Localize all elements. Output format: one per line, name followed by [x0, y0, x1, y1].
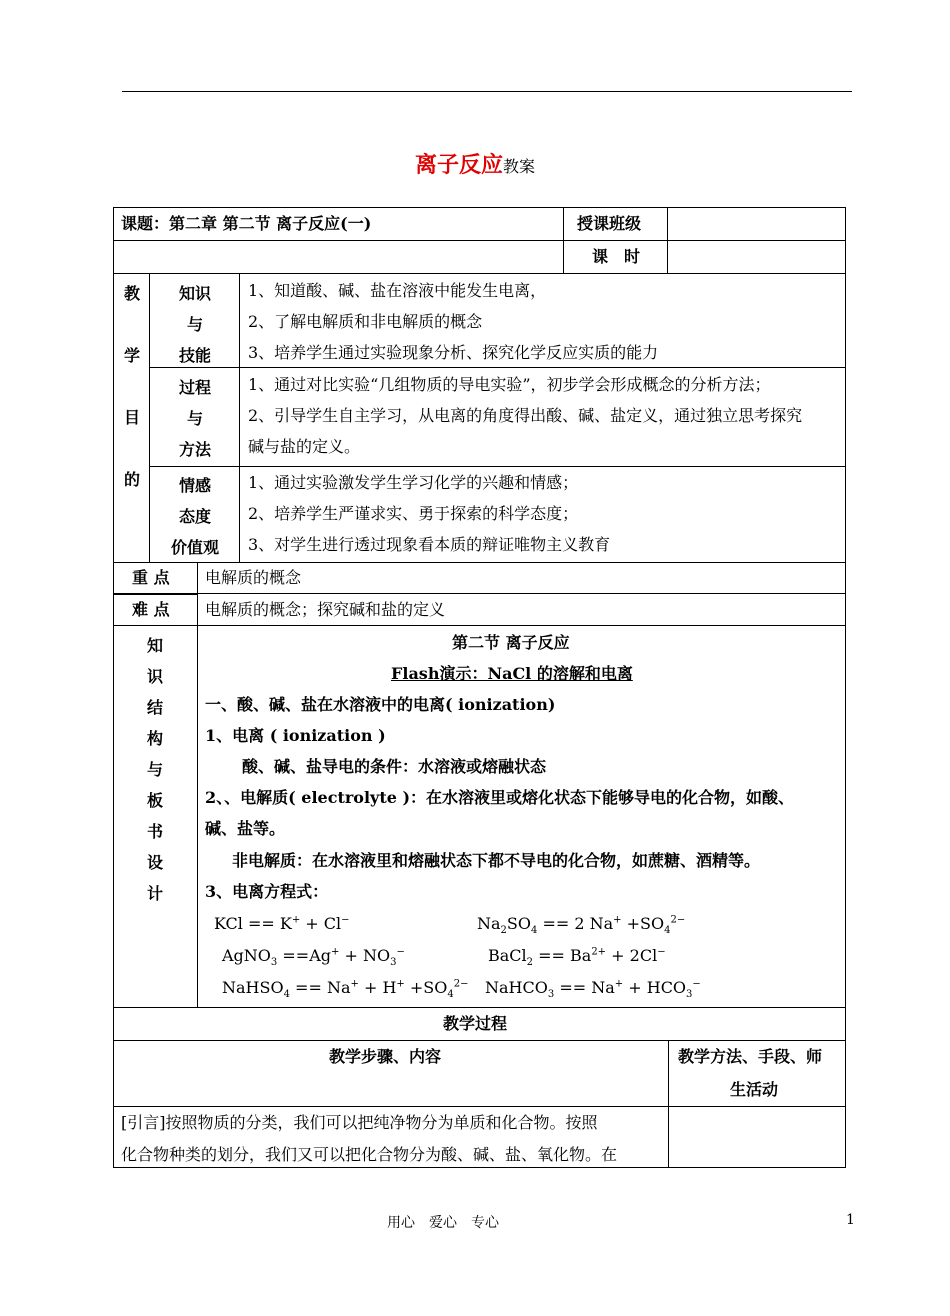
board-line-5: 碱、盐等。 [205, 819, 286, 838]
board-side-3: 结 [146, 698, 163, 717]
key-point-text: 电解质的概念 [205, 568, 302, 587]
knowledge-item-2: 2、了解电解质和非电解质的概念 [248, 312, 483, 331]
board-line-4: 2、、电解质( electrolyte )：在水溶液里或熔化状态下能够导电的化合物，如酸、 [205, 788, 795, 807]
objectives-label-4: 的 [123, 470, 140, 489]
footer-center: 用心 爱心 专心 [387, 1215, 499, 1231]
equation-nahco3: NaHCO$_3$ == $Na^+ + HCO_3^-$ [485, 978, 701, 1001]
header-row-2 [113, 240, 846, 274]
emotion-item-2: 2、培养学生严谨求实、勇于探索的科学态度； [248, 504, 579, 523]
board-side-9: 计 [146, 884, 163, 903]
process-item-2: 2、引导学生自主学习，从电离的角度得出酸、碱、盐定义，通过独立思考探究 [248, 406, 803, 425]
process-col2-header-line1: 教学方法、手段、师 [678, 1047, 823, 1066]
emotion-label-2: 态度 [178, 507, 211, 526]
emotion-item-3: 3、对学生进行透过现象看本质的辩证唯物主义教育 [248, 535, 611, 554]
header-rule [122, 91, 852, 92]
board-line-7: 3、电离方程式： [205, 882, 329, 901]
board-side-1: 知 [146, 636, 163, 655]
board-heading: 第二节 离子反应 [452, 633, 570, 652]
board-side-7: 书 [146, 822, 163, 841]
page-number: 1 [846, 1212, 855, 1228]
document-title [0, 148, 950, 179]
board-side-5: 与 [146, 760, 163, 779]
process-label-2: 与 [186, 409, 203, 428]
equation-kcl: KCl == K+ + Cl− [214, 914, 350, 933]
board-side-6: 板 [146, 791, 163, 810]
title-sub: 教案 [503, 157, 536, 176]
knowledge-item-1: 1、知道酸、碱、盐在溶液中能发生电离， [248, 281, 547, 300]
board-side-2: 识 [146, 667, 163, 686]
board-line-3: 酸、碱、盐导电的条件：水溶液或熔融状态 [242, 757, 547, 776]
emotion-label-1: 情感 [178, 476, 211, 495]
equation-agno3: AgNO$_3$ $==Ag^+ + NO_3^-$ [222, 946, 405, 969]
knowledge-label-3: 技能 [178, 346, 211, 365]
key-point-label: 重 点 [132, 568, 170, 587]
board-line-1: 一、酸、碱、盐在水溶液中的电离( ionization) [205, 695, 556, 714]
equation-bacl2: BaCl$_2$ == $Ba^{2+} + 2Cl^-$ [488, 946, 666, 969]
knowledge-item-3: 3、培养学生通过实验现象分析、探究化学反应实质的能力 [248, 343, 659, 362]
process-label-3: 方法 [178, 440, 211, 459]
objectives-label-3: 目 [123, 408, 140, 427]
board-line-2: 1、电离 ( ionization ) [205, 726, 386, 745]
board-flash: Flash演示：NaCl 的溶解和电离 [391, 664, 633, 683]
difficulty-text: 电解质的概念；探究碱和盐的定义 [205, 600, 446, 619]
key-point-divider [113, 593, 198, 595]
board-line-6: 非电解质：在水溶液里和熔融状态下都不导电的化合物，如蔗糖、酒精等。 [232, 851, 761, 870]
process-col1-header: 教学步骤、内容 [329, 1047, 442, 1066]
process-col2-header-line2: 生活动 [730, 1080, 779, 1099]
process-title: 教学过程 [443, 1014, 508, 1033]
equation-nahso4: NaHSO$_4$ == $Na^+ + H^+ +SO_4^{2-}$ [222, 978, 469, 1001]
process-label-1: 过程 [178, 378, 211, 397]
difficulty-label: 难 点 [132, 600, 170, 619]
intro-line-2: 化合物种类的划分，我们又可以把化合物分为酸、碱、盐、氧化物。在 [121, 1145, 618, 1164]
emotion-label-3: 价值观 [170, 538, 219, 557]
knowledge-label-1: 知识 [178, 284, 211, 303]
objectives-label-1: 教 [123, 284, 140, 303]
board-side-4: 构 [146, 729, 163, 748]
title-main: 离子反应 [414, 152, 503, 178]
period-label: 课 时 [592, 247, 641, 266]
board-side-8: 设 [146, 853, 163, 872]
knowledge-label-2: 与 [186, 315, 203, 334]
equation-na2so4: $Na_2SO_4 == 2$ $Na^+ +SO_4^{2-}$ [477, 914, 686, 937]
intro-line-1: [引言]按照物质的分类，我们可以把纯净物分为单质和化合物。按照 [121, 1113, 598, 1132]
class-label: 授课班级 [577, 214, 642, 233]
process-item-3: 碱与盐的定义。 [248, 437, 361, 456]
lesson-title: 课题：第二章 第二节 离子反应(一) [121, 214, 372, 233]
emotion-item-1: 1、通过实验激发学生学习化学的兴趣和情感； [248, 473, 579, 492]
process-item-1: 1、通过对比实验“几组物质的导电实验”，初步学会形成概念的分析方法； [248, 375, 771, 394]
objectives-label-2: 学 [123, 346, 140, 365]
